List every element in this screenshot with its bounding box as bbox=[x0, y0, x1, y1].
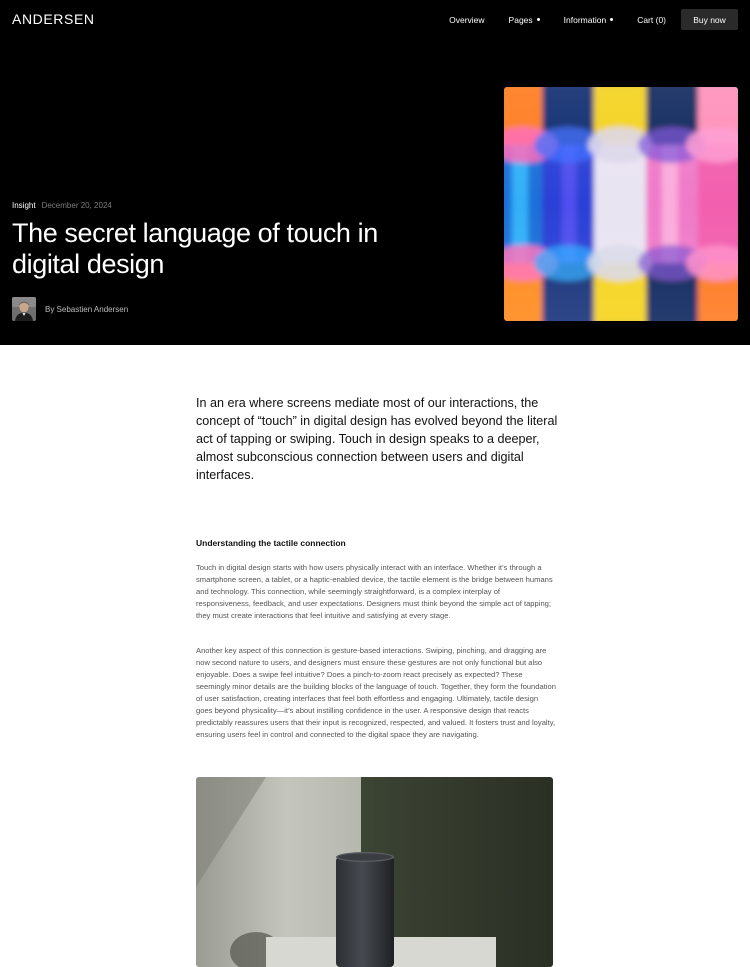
buy-now-button[interactable]: Buy now bbox=[681, 9, 738, 30]
nav-cart[interactable] bbox=[637, 15, 666, 25]
nav-pages-dropdown[interactable] bbox=[509, 15, 540, 25]
author-name[interactable]: By Sebastien Andersen bbox=[45, 304, 129, 314]
nav-information-label: Information bbox=[563, 14, 607, 25]
hero-section bbox=[0, 0, 750, 345]
main-nav bbox=[449, 9, 738, 30]
dropdown-dot-icon bbox=[610, 18, 613, 21]
dropdown-dot-icon bbox=[537, 18, 540, 21]
brand-logo[interactable]: ANDERSEN bbox=[12, 11, 95, 27]
nav-information-dropdown[interactable] bbox=[564, 15, 614, 25]
nav-overview-label: Overview bbox=[449, 14, 485, 25]
article-photo-speaker bbox=[196, 777, 553, 967]
hero-artwork-image bbox=[504, 87, 738, 321]
nav-cart-label: Cart (0) bbox=[637, 14, 666, 25]
article-paragraph: Touch in digital design starts with how users physically interact with an interface. Whether it’s through a smartphone screen, a tablet, or a haptic-enabled device, the tactile element is the bridge between humans and technology. This connection, while seemingly straightforward, is a complex interplay of responsiveness, feedback, and user expectations. Designers must think beyond the simple act of tapping; they must create interactions that feel intuitive and satisfying at every stage. bbox=[196, 563, 553, 620]
nav-overview[interactable] bbox=[449, 15, 484, 25]
author-avatar bbox=[12, 297, 36, 321]
page-title: The secret language of touch in digital design bbox=[12, 218, 378, 279]
author-byline bbox=[12, 297, 128, 321]
article-lead: In an era where screens mediate most of our interactions, the concept of “touch” in digital design has evolved beyond the literal act of tapping or swiping. Touch in design speaks to a deeper, almost subconscious connection between users and digital interfaces. bbox=[196, 396, 558, 482]
post-meta bbox=[12, 201, 112, 210]
post-date: December 20, 2024 bbox=[41, 201, 112, 210]
article-paragraph: Another key aspect of this connection is gesture-based interactions. Swiping, pinching, and dragging are now second nature to users, and designers must ensure these gestures are not only functional but also enjoyable. Does a swipe feel intuitive? Does a pinch-to-zoom react precisely as expected? These seemingly minor details are the building blocks of the language of touch. Together, they form the foundation of user satisfaction, creating interfaces that feel both effortless and engaging. Ultimately, tactile design goes beyond physicality—it’s about instilling confidence in the user. A responsive design that reacts predictably reassures users that their input is recognized, respected, and valued. It fosters trust and loyalty, ensuring users feel in control and connected to the digital space they are navigating. bbox=[196, 646, 556, 739]
section-heading: Understanding the tactile connection bbox=[196, 538, 346, 548]
nav-pages-label: Pages bbox=[508, 14, 533, 25]
category-tag[interactable]: Insight bbox=[12, 201, 36, 210]
